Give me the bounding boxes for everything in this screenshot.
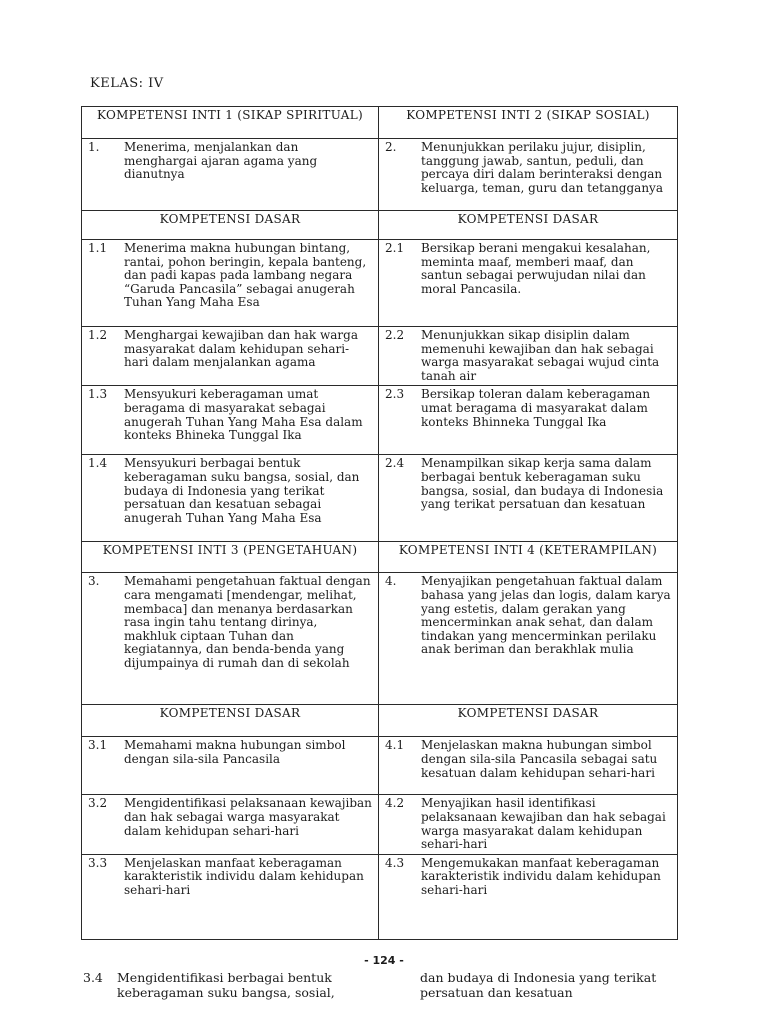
item-text: Menyajikan hasil identifikasi pelaksanaan kewajiban dan hak sebagai warga masyarakat dalam kehidupan sehari-hari	[421, 796, 666, 852]
item-text: Menerima, menjalankan dan menghargai ajaran agama yang dianutnya	[124, 140, 318, 182]
kd-header: KOMPETENSI DASAR	[379, 211, 678, 240]
item-text: Menunjukkan perilaku jujur, disiplin, tanggung jawab, santun, peduli, dan percaya diri dalam berinteraksi dengan keluarga, teman, guru dan tetangganya	[421, 140, 663, 195]
kd-row	[82, 386, 678, 455]
item-text: Mengidentifikasi berbagai bentuk keberagaman suku bangsa, sosial,	[117, 970, 335, 1000]
continuation-text: dan budaya di Indonesia yang terikat persatuan dan kesatuan	[420, 970, 657, 1000]
class-label: KELAS: IV	[90, 76, 164, 91]
kd-header-row-2	[82, 705, 678, 737]
item-text: Mensyukuri berbagai bentuk keberagaman suku bangsa, sosial, dan budaya di Indonesia yang terikat persatuan dan kesatuan sebagai anugerah Tuhan Yang Maha Esa	[124, 456, 360, 525]
ki1-cell	[82, 139, 379, 211]
item-text: Mengidentifikasi pelaksanaan kewajiban dan hak sebagai warga masyarakat dalam kehidupan sehari-hari	[124, 796, 372, 838]
item-text: Menyajikan pengetahuan faktual dalam bahasa yang jelas dan logis, dalam karya yang estetis, dalam gerakan yang mencerminkan anak sehat, dan dalam tindakan yang mencerminkan perilaku anak beriman dan berakhlak mulia	[421, 574, 671, 657]
item-number: 2.4	[385, 456, 405, 471]
item-text: Menjelaskan manfaat keberagaman karakteristik individu dalam kehidupan sehari-hari	[124, 855, 364, 897]
ki4-cell	[379, 573, 678, 705]
item-number: 1.3	[88, 387, 108, 402]
kd-row	[82, 240, 678, 327]
kd-row	[82, 327, 678, 386]
kd-header: KOMPETENSI DASAR	[82, 705, 379, 737]
item-number: 1.2	[88, 328, 108, 342]
item-number: 3.	[88, 574, 100, 589]
ki4-header: KOMPETENSI INTI 4 (KETERAMPILAN)	[379, 542, 678, 573]
ki2-cell	[379, 139, 678, 211]
item-text: Menerima makna hubungan bintang, rantai, pohon beringin, kepala banteng, dan padi kapas pada lambang negara “Garuda Pancasila” sebagai anugerah Tuhan Yang Maha Esa	[124, 241, 367, 310]
item-number: 4.	[385, 574, 397, 589]
kd-row	[82, 795, 678, 854]
ki-row-2	[82, 573, 678, 705]
item-number: 1.4	[88, 456, 108, 471]
kd-row	[82, 737, 678, 795]
kd-header-row-1	[82, 211, 678, 240]
item-number: 2.1	[385, 241, 405, 255]
item-text: Memahami pengetahuan faktual dengan cara mengamati [mendengar, melihat, membaca] dan menanya berdasarkan rasa ingin tahu tentang dirinya, makhluk ciptaan Tuhan dan kegiatannya, dan benda-benda yang dijumpainya di rumah dan di sekolah	[124, 574, 371, 670]
kd-header: KOMPETENSI DASAR	[82, 211, 379, 240]
continuation-item	[83, 971, 383, 1000]
competency-table	[81, 106, 678, 940]
item-text: Mensyukuri keberagaman umat beragama di masyarakat sebagai anugerah Tuhan Yang Maha Esa dalam konteks Bhineka Tunggal Ika	[124, 387, 363, 443]
kd-row	[82, 854, 678, 939]
item-number: 2.3	[385, 387, 405, 402]
item-text: Bersikap toleran dalam keberagaman umat beragama di masyarakat dalam konteks Bhinneka Tunggal Ika	[421, 387, 651, 429]
item-number: 3.4	[83, 970, 103, 985]
ki-header-row-1	[82, 107, 678, 139]
item-text: Bersikap berani mengakui kesalahan, meminta maaf, memberi maaf, dan santun sebagai perwujudan nilai dan moral Pancasila.	[421, 241, 651, 296]
item-number: 1.	[88, 140, 100, 154]
item-number: 2.	[385, 140, 397, 154]
item-number: 4.2	[385, 796, 405, 811]
kd-row	[82, 455, 678, 542]
item-text: Menunjukkan sikap disiplin dalam memenuhi kewajiban dan hak sebagai warga masyarakat sebagai wujud cinta tanah air	[421, 328, 660, 383]
item-text: Menjelaskan makna hubungan simbol dengan sila-sila Pancasila sebagai satu kesatuan dalam kehidupan sehari-hari	[421, 738, 658, 780]
item-text: Mengemukakan manfaat keberagaman karakteristik individu dalam kehidupan sehari-hari	[421, 855, 661, 897]
ki1-header: KOMPETENSI INTI 1 (SIKAP SPIRITUAL)	[82, 107, 379, 139]
item-number: 1.1	[88, 241, 108, 255]
ki3-cell	[82, 573, 379, 705]
kd-header: KOMPETENSI DASAR	[379, 705, 678, 737]
item-number: 4.1	[385, 738, 405, 753]
item-number: 3.1	[88, 738, 108, 753]
ki-header-row-2	[82, 542, 678, 573]
ki3-header: KOMPETENSI INTI 3 (PENGETAHUAN)	[82, 542, 379, 573]
item-number: 4.3	[385, 855, 405, 870]
item-text: Menghargai kewajiban dan hak warga masyarakat dalam kehidupan sehari-hari dalam menjalankan agama	[124, 328, 358, 370]
item-text: Memahami makna hubungan simbol dengan sila-sila Pancasila	[124, 738, 346, 766]
ki2-header: KOMPETENSI INTI 2 (SIKAP SOSIAL)	[379, 107, 678, 139]
item-number: 3.3	[88, 855, 108, 870]
item-text: Menampilkan sikap kerja sama dalam berbagai bentuk keberagaman suku bangsa, sosial, dan budaya di Indonesia yang terikat persatuan dan kesatuan	[421, 456, 664, 512]
page-number: - 124 -	[364, 954, 404, 967]
item-number: 3.2	[88, 796, 108, 811]
ki-row-1	[82, 139, 678, 211]
item-number: 2.2	[385, 328, 405, 342]
